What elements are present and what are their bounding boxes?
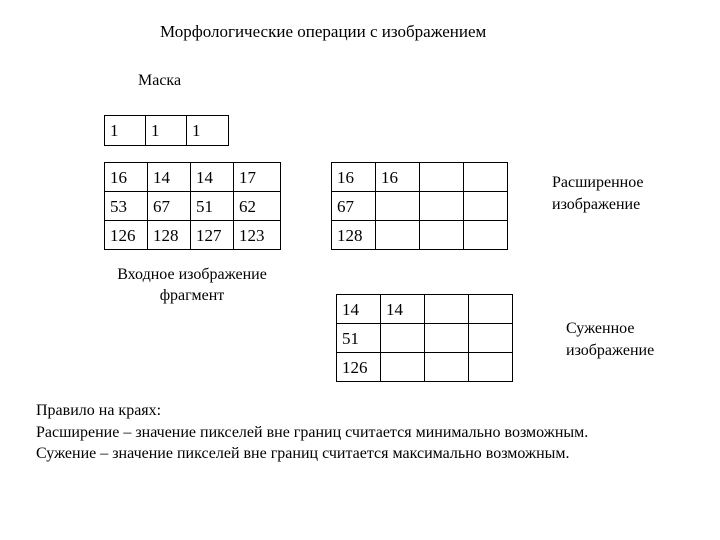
eroded-cell xyxy=(381,353,425,382)
mask-grid xyxy=(104,115,229,146)
dilated-cell xyxy=(464,221,508,250)
dilated-cell: 67 xyxy=(332,192,376,221)
input-cell: 51 xyxy=(191,192,234,221)
input-cell: 16 xyxy=(105,163,148,192)
mask-label: Маска xyxy=(138,72,182,89)
dilated-cell xyxy=(420,192,464,221)
eroded-label-line1: Суженное xyxy=(566,320,635,337)
eroded-cell xyxy=(425,324,469,353)
eroded-cell xyxy=(469,353,513,382)
dilated-cell: 16 xyxy=(332,163,376,192)
dilated-label-line1: Расширенное xyxy=(552,174,644,191)
dilated-cell: 128 xyxy=(332,221,376,250)
input-cell: 123 xyxy=(234,221,281,250)
eroded-cell xyxy=(425,353,469,382)
input-cell: 127 xyxy=(191,221,234,250)
eroded-cell: 126 xyxy=(337,353,381,382)
dilated-cell: 16 xyxy=(376,163,420,192)
input-cell: 62 xyxy=(234,192,281,221)
input-caption-line2: фрагмент xyxy=(159,287,225,304)
page-title: Морфологические операции с изображением xyxy=(160,22,487,41)
dilated-cell xyxy=(464,163,508,192)
edge-rules xyxy=(36,400,588,465)
mask-cell: 1 xyxy=(105,116,146,146)
eroded-cell xyxy=(469,295,513,324)
input-cell: 67 xyxy=(148,192,191,221)
mask-cell: 1 xyxy=(146,116,187,146)
dilated-cell xyxy=(376,192,420,221)
input-cell: 126 xyxy=(105,221,148,250)
dilated-cell xyxy=(420,163,464,192)
input-cell: 14 xyxy=(191,163,234,192)
eroded-cell: 14 xyxy=(337,295,381,324)
eroded-label-line2: изображение xyxy=(566,342,655,359)
dilated-cell xyxy=(376,221,420,250)
eroded-cell: 51 xyxy=(337,324,381,353)
eroded-image-grid xyxy=(336,294,513,382)
input-cell: 53 xyxy=(105,192,148,221)
eroded-cell xyxy=(469,324,513,353)
edge-rules-erosion: Сужение – значение пикселей вне границ считается максимально возможным. xyxy=(36,445,570,463)
dilated-cell xyxy=(420,221,464,250)
input-cell: 128 xyxy=(148,221,191,250)
input-cell: 17 xyxy=(234,163,281,192)
eroded-cell: 14 xyxy=(381,295,425,324)
eroded-cell xyxy=(425,295,469,324)
input-image-grid xyxy=(104,162,281,250)
input-cell: 14 xyxy=(148,163,191,192)
dilated-image-grid xyxy=(331,162,508,250)
dilated-cell xyxy=(464,192,508,221)
edge-rules-heading: Правило на краях: xyxy=(36,402,162,419)
mask-cell: 1 xyxy=(187,116,229,146)
edge-rules-dilation: Расширение – значение пикселей вне границ считается минимально возможным. xyxy=(36,423,589,441)
eroded-cell xyxy=(381,324,425,353)
dilated-label-line2: изображение xyxy=(552,196,641,213)
input-caption-line1: Входное изображение xyxy=(117,266,267,283)
